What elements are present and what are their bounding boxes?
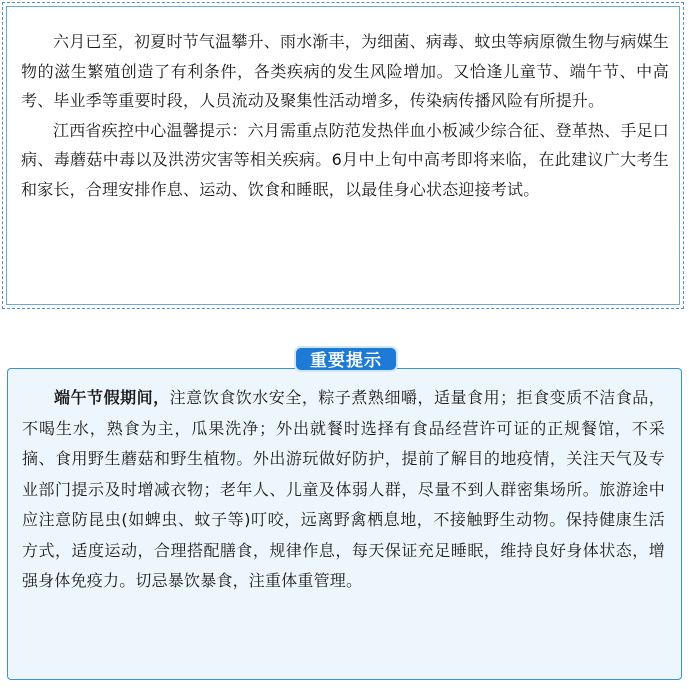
tips-panel <box>7 368 682 680</box>
notice-paragraph-2: 江西省疾控中心温馨提示：六月需重点防范发热伴血小板减少综合征、登革热、手足口病、毒蘑菇中毒以及洪涝灾害等相关疾病。6月中上旬中高考即将来临，在此建议广大考生和家长，合理安排作息、运动、饮食和睡眠，以最佳身心状态迎接考试。 <box>21 120 669 199</box>
tips-body: 注意饮食饮水安全，粽子煮熟细嚼，适量食用；拒食变质不洁食品，不喝生水，熟食为主，瓜果洗净；外出就餐时选择有食品经营许可证的正规餐馆，不采摘、食用野生蘑菇和野生植物。外出游玩做好防护，提前了解目的地疫情，关注天气及专业部门提示及时增减衣物；老年人、儿童及体弱人群，尽量不到人群密集场所。旅游途中应注意防昆虫(如蜱虫、蚊子等)叮咬，远离野禽栖息地，不接触野生动物。保持健康生活方式，适度运动，合理搭配膳食，规律作息，每天保证充足睡眠，维持良好身体状态，增强身体免疫力。切忌暴饮暴食，注重体重管理。 <box>22 388 665 590</box>
notice-paragraph-1: 六月已至，初夏时节气温攀升、雨水渐丰，为细菌、病毒、蚊虫等病原微生物与病媒生物的滋生繁殖创造了有利条件，各类疾病的发生风险增加。又恰逢儿童节、端午节、中高考、毕业季等重要时段，人员流动及聚集性活动增多，传染病传播风险有所提升。 <box>21 32 669 110</box>
section-title-tab: 重要提示 <box>294 346 398 372</box>
tips-lead: 端午节假期间， <box>54 388 170 407</box>
notice-box-outer <box>2 2 684 309</box>
notice-box <box>6 6 680 305</box>
tips-paragraph <box>22 383 665 597</box>
